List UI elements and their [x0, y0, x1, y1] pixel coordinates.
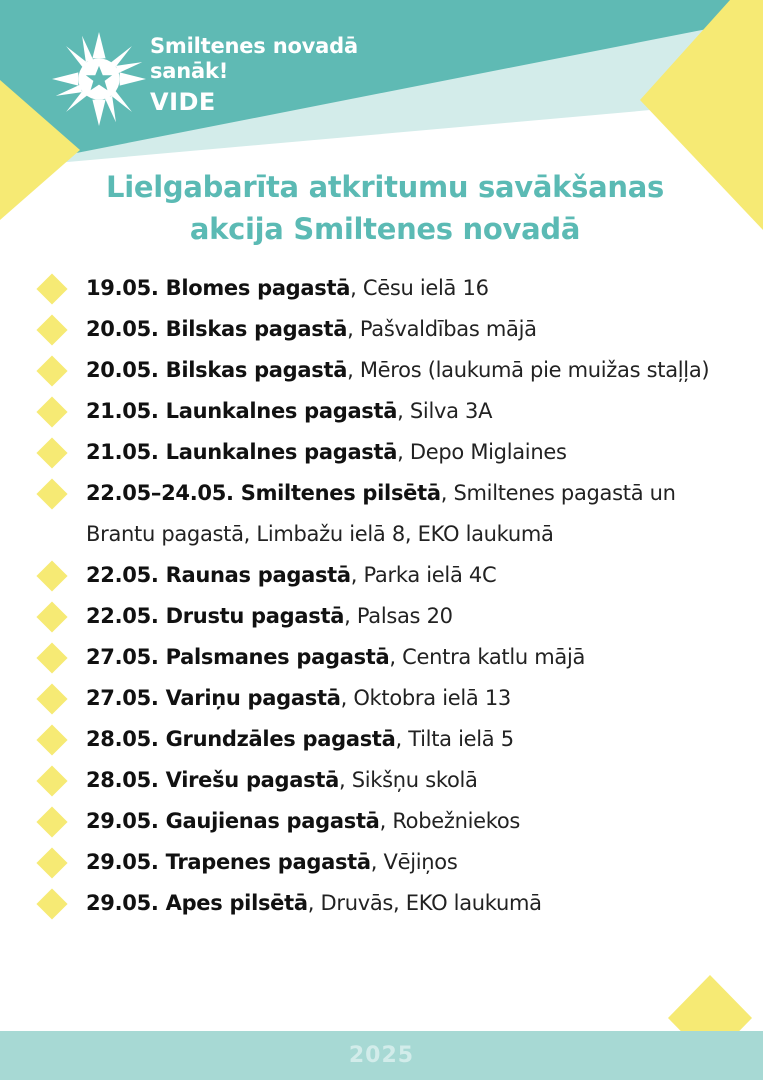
brand-line-2: sanāk! — [150, 59, 229, 83]
page-title — [40, 166, 730, 250]
item-date-place: 20.05. Bilskas pagastā — [86, 358, 348, 382]
diamond-bullet-icon — [36, 806, 67, 837]
list-item — [38, 719, 738, 760]
item-date-place: 28.05. Virešu pagastā — [86, 768, 339, 792]
item-date-place: 29.05. Trapenes pagastā — [86, 850, 371, 874]
diamond-bullet-icon — [36, 847, 67, 878]
brand-header — [52, 28, 412, 128]
footer-year: 2025 — [348, 1043, 415, 1068]
list-item — [38, 391, 738, 432]
diamond-bullet-icon — [36, 888, 67, 919]
brand-line-1: Smiltenes novadā — [150, 34, 358, 58]
diamond-bullet-icon — [36, 765, 67, 796]
list-item — [38, 760, 738, 801]
item-date-place: 19.05. Blomes pagastā — [86, 276, 351, 300]
diamond-bullet-icon — [36, 437, 67, 468]
schedule-list — [38, 268, 738, 924]
list-item — [38, 432, 738, 473]
brand-section: VIDE — [150, 88, 216, 116]
item-location: , Palsas 20 — [344, 604, 453, 628]
item-location: , Pašvaldības mājā — [347, 317, 537, 341]
item-location: , Mēros (laukumā pie muižas staļļa) — [347, 358, 710, 382]
item-date-place: 21.05. Launkalnes pagastā — [86, 399, 398, 423]
item-location: , Smiltenes pagastā un Brantu pagastā, Limbažu ielā 8, EKO laukumā — [86, 481, 676, 546]
item-location: , Vējiņos — [370, 850, 458, 874]
list-item — [38, 268, 738, 309]
diamond-bullet-icon — [36, 396, 67, 427]
brand-text — [150, 34, 358, 115]
list-item — [38, 309, 738, 350]
list-item — [38, 801, 738, 842]
item-date-place: 20.05. Bilskas pagastā — [86, 317, 348, 341]
item-location: , Robežniekos — [379, 809, 521, 833]
diamond-bullet-icon — [36, 601, 67, 632]
item-date-place: 22.05. Raunas pagastā — [86, 563, 351, 587]
list-item — [38, 883, 738, 924]
item-date-place: 27.05. Palsmanes pagastā — [86, 645, 390, 669]
item-date-place: 21.05. Launkalnes pagastā — [86, 440, 398, 464]
item-location: , Parka ielā 4C — [350, 563, 497, 587]
list-item — [38, 678, 738, 719]
item-date-place: 22.05. Drustu pagastā — [86, 604, 345, 628]
diamond-bullet-icon — [36, 683, 67, 714]
diamond-bullet-icon — [36, 724, 67, 755]
title-line-1: Lielgabarīta atkritumu savākšanas — [106, 170, 664, 204]
list-item — [38, 555, 738, 596]
snowflake-star-logo-icon — [52, 32, 146, 126]
item-date-place: 28.05. Grundzāles pagastā — [86, 727, 396, 751]
item-date-place: 27.05. Variņu pagastā — [86, 686, 341, 710]
item-location: , Tilta ielā 5 — [395, 727, 514, 751]
item-location: , Cēsu ielā 16 — [350, 276, 489, 300]
item-location: , Oktobra ielā 13 — [340, 686, 511, 710]
list-item — [38, 473, 738, 555]
item-location: , Depo Miglaines — [397, 440, 567, 464]
diamond-bullet-icon — [36, 314, 67, 345]
item-location: , Druvās, EKO laukumā — [307, 891, 542, 915]
diamond-bullet-icon — [36, 478, 67, 509]
item-location: , Silva 3A — [397, 399, 493, 423]
diamond-bullet-icon — [36, 355, 67, 386]
list-item — [38, 350, 738, 391]
list-item — [38, 596, 738, 637]
title-line-2: akcija Smiltenes novadā — [189, 212, 581, 246]
item-location: , Centra katlu mājā — [389, 645, 586, 669]
item-date-place: 29.05. Apes pilsētā — [86, 891, 308, 915]
item-location: , Sikšņu skolā — [338, 768, 478, 792]
diamond-bullet-icon — [36, 560, 67, 591]
list-item — [38, 842, 738, 883]
item-date-place: 22.05–24.05. Smiltenes pilsētā — [86, 481, 441, 505]
diamond-bullet-icon — [36, 642, 67, 673]
item-date-place: 29.05. Gaujienas pagastā — [86, 809, 380, 833]
diamond-bullet-icon — [36, 273, 67, 304]
list-item — [38, 637, 738, 678]
